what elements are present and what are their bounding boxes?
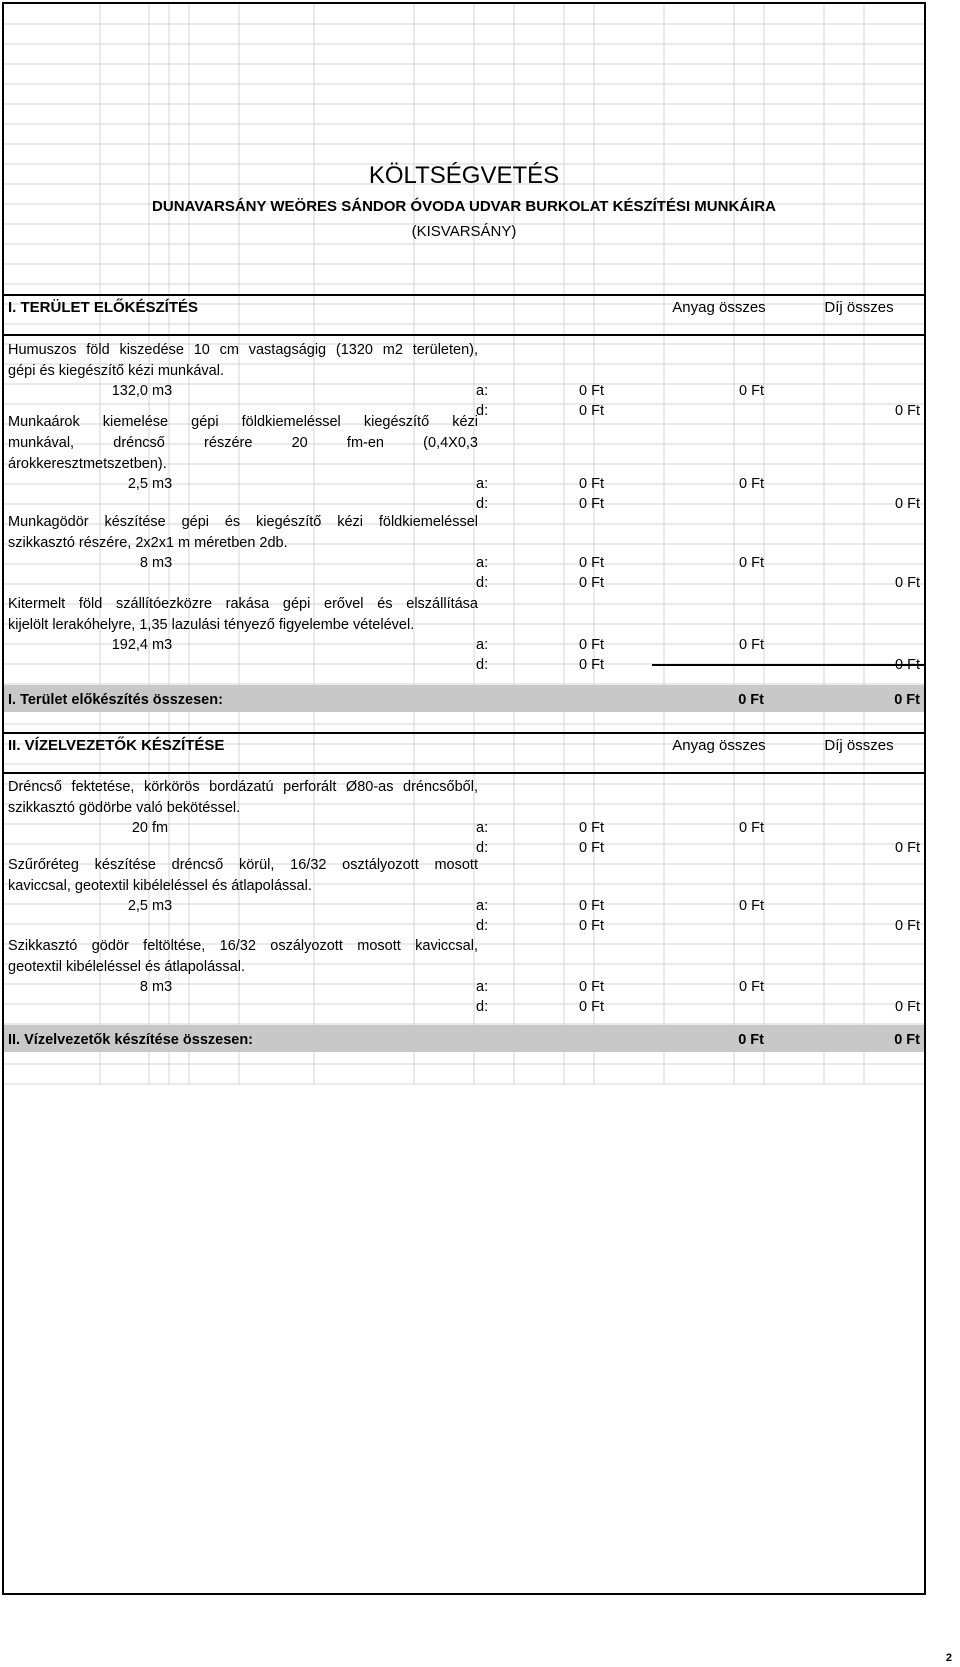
item-quantity: 8 bbox=[139, 979, 148, 995]
item-description-line: munkával, dréncső részére 20 fm-en (0,4X0,3 bbox=[8, 435, 478, 451]
item-description-line: szikkasztó gödörbe való bekötéssel. bbox=[8, 800, 241, 816]
material-label: a: bbox=[476, 820, 489, 836]
item-description bbox=[8, 594, 478, 636]
material-unit-price: 0 Ft bbox=[579, 555, 604, 571]
page-title: KÖLTSÉGVETÉS bbox=[368, 162, 560, 189]
item-description-line: geotextil kibéleléssel és átlapolással. bbox=[8, 959, 245, 975]
section-summary-material-1: 0 Ft bbox=[738, 692, 764, 708]
material-label: a: bbox=[476, 555, 489, 571]
item-unit: m3 bbox=[152, 979, 173, 995]
section-summary-fee-1: 0 Ft bbox=[894, 692, 920, 708]
item-description-line: Szűrőréteg készítése dréncső körül, 16/32 osztályozott mosott bbox=[8, 857, 478, 873]
item-quantity: 20 bbox=[131, 820, 148, 836]
item-quantity: 192,4 bbox=[111, 637, 148, 653]
fee-unit-price: 0 Ft bbox=[579, 575, 604, 591]
item-quantity: 2,5 bbox=[127, 476, 148, 492]
page-number: 2 bbox=[945, 1652, 952, 1664]
material-total: 0 Ft bbox=[739, 637, 764, 653]
item-unit: m3 bbox=[152, 637, 173, 653]
material-label: a: bbox=[476, 898, 489, 914]
fee-label: d: bbox=[476, 657, 489, 673]
fee-unit-price: 0 Ft bbox=[579, 840, 604, 856]
material-unit-price: 0 Ft bbox=[579, 637, 604, 653]
material-total: 0 Ft bbox=[739, 979, 764, 995]
item-description-line: Kitermelt föld szállítóezközre rakása gépi erővel és elszállítása bbox=[8, 596, 478, 612]
fee-label: d: bbox=[476, 575, 489, 591]
material-unit-price: 0 Ft bbox=[579, 820, 604, 836]
item-description-line: árokkeresztmetszetben). bbox=[8, 456, 167, 472]
fee-label: d: bbox=[476, 840, 489, 856]
item-unit: m3 bbox=[152, 476, 173, 492]
item-unit: m3 bbox=[152, 555, 173, 571]
material-total: 0 Ft bbox=[739, 898, 764, 914]
material-total: 0 Ft bbox=[739, 820, 764, 836]
section-summary-label-1: I. Terület előkészítés összesen: bbox=[8, 692, 223, 708]
column-header-material: Anyag összes bbox=[672, 299, 766, 316]
fee-unit-price: 0 Ft bbox=[579, 496, 604, 512]
material-unit-price: 0 Ft bbox=[579, 476, 604, 492]
fee-total: 0 Ft bbox=[895, 918, 920, 934]
item-description bbox=[8, 777, 478, 819]
item-quantity: 8 bbox=[139, 555, 148, 571]
item-unit: m3 bbox=[152, 383, 173, 399]
item-description-line: Dréncső fektetése, körkörös bordázatú perforált Ø80-as dréncsőből, bbox=[8, 779, 478, 795]
column-header-material: Anyag összes bbox=[672, 737, 766, 754]
page-subtitle: DUNAVARSÁNY WEÖRES SÁNDOR ÓVODA UDVAR BURKOLAT KÉSZÍTÉSI MUNKÁIRA bbox=[152, 198, 776, 215]
fee-total: 0 Ft bbox=[895, 657, 920, 673]
material-label: a: bbox=[476, 637, 489, 653]
item-description-line: Munkagödör készítése gépi és kiegészítő kézi földkiemeléssel bbox=[8, 514, 478, 530]
fee-label: d: bbox=[476, 999, 489, 1015]
material-total: 0 Ft bbox=[739, 555, 764, 571]
item-unit: m3 bbox=[152, 898, 173, 914]
fee-total: 0 Ft bbox=[895, 999, 920, 1015]
item-description bbox=[8, 855, 478, 897]
budget-sheet bbox=[2, 2, 926, 1595]
material-unit-price: 0 Ft bbox=[579, 898, 604, 914]
item-description-line: Munkaárok kiemelése gépi földkiemeléssel kiegészítő kézi bbox=[8, 414, 478, 430]
section-heading-1: I. TERÜLET ELŐKÉSZÍTÉS bbox=[8, 299, 199, 316]
fee-label: d: bbox=[476, 403, 489, 419]
column-header-fee: Díj összes bbox=[824, 737, 894, 754]
fee-unit-price: 0 Ft bbox=[579, 657, 604, 673]
fee-label: d: bbox=[476, 496, 489, 512]
material-total: 0 Ft bbox=[739, 476, 764, 492]
material-total: 0 Ft bbox=[739, 383, 764, 399]
fee-total: 0 Ft bbox=[895, 840, 920, 856]
fee-unit-price: 0 Ft bbox=[579, 403, 604, 419]
section-heading-2: II. VÍZELVEZETŐK KÉSZÍTÉSE bbox=[8, 737, 225, 754]
header-line-2 bbox=[4, 732, 924, 734]
fee-total: 0 Ft bbox=[895, 575, 920, 591]
fee-unit-price: 0 Ft bbox=[579, 918, 604, 934]
item-description-line: kijelölt lerakóhelyre, 1,35 lazulási tényező figyelembe vételével. bbox=[8, 617, 415, 633]
section-summary-fee-2: 0 Ft bbox=[894, 1032, 920, 1048]
item-quantity: 132,0 bbox=[111, 383, 148, 399]
fee-label: d: bbox=[476, 918, 489, 934]
section-summary-material-2: 0 Ft bbox=[738, 1032, 764, 1048]
material-unit-price: 0 Ft bbox=[579, 383, 604, 399]
item-unit: fm bbox=[152, 820, 169, 836]
fee-unit-price: 0 Ft bbox=[579, 999, 604, 1015]
material-label: a: bbox=[476, 979, 489, 995]
item-description bbox=[8, 936, 478, 978]
column-header-fee: Díj összes bbox=[824, 299, 894, 316]
item-description bbox=[8, 340, 478, 382]
fee-total: 0 Ft bbox=[895, 403, 920, 419]
header-line-1b bbox=[4, 334, 924, 336]
section-summary-label-2: II. Vízelvezetők készítése összesen: bbox=[8, 1032, 254, 1048]
item-description bbox=[8, 512, 478, 554]
header-line-1 bbox=[4, 294, 924, 296]
fee-total: 0 Ft bbox=[895, 496, 920, 512]
item-description-line: Humuszos föld kiszedése 10 cm vastagságig (1320 m2 területen), bbox=[8, 342, 478, 358]
item-description-line: szikkasztó részére, 2x2x1 m méretben 2db. bbox=[8, 535, 288, 551]
location-label: (KISVARSÁNY) bbox=[411, 223, 517, 240]
item-description-line: Szikkasztó gödör feltöltése, 16/32 oszályozott mosott kaviccsal, bbox=[8, 938, 478, 954]
material-label: a: bbox=[476, 476, 489, 492]
item-description bbox=[8, 412, 478, 475]
header-line-2b bbox=[4, 772, 924, 774]
item-description-line: kaviccsal, geotextil kibéleléssel és átlapolással. bbox=[8, 878, 312, 894]
item-quantity: 2,5 bbox=[127, 898, 148, 914]
material-label: a: bbox=[476, 383, 489, 399]
item-description-line: gépi és kiegészítő kézi munkával. bbox=[8, 363, 224, 379]
material-unit-price: 0 Ft bbox=[579, 979, 604, 995]
